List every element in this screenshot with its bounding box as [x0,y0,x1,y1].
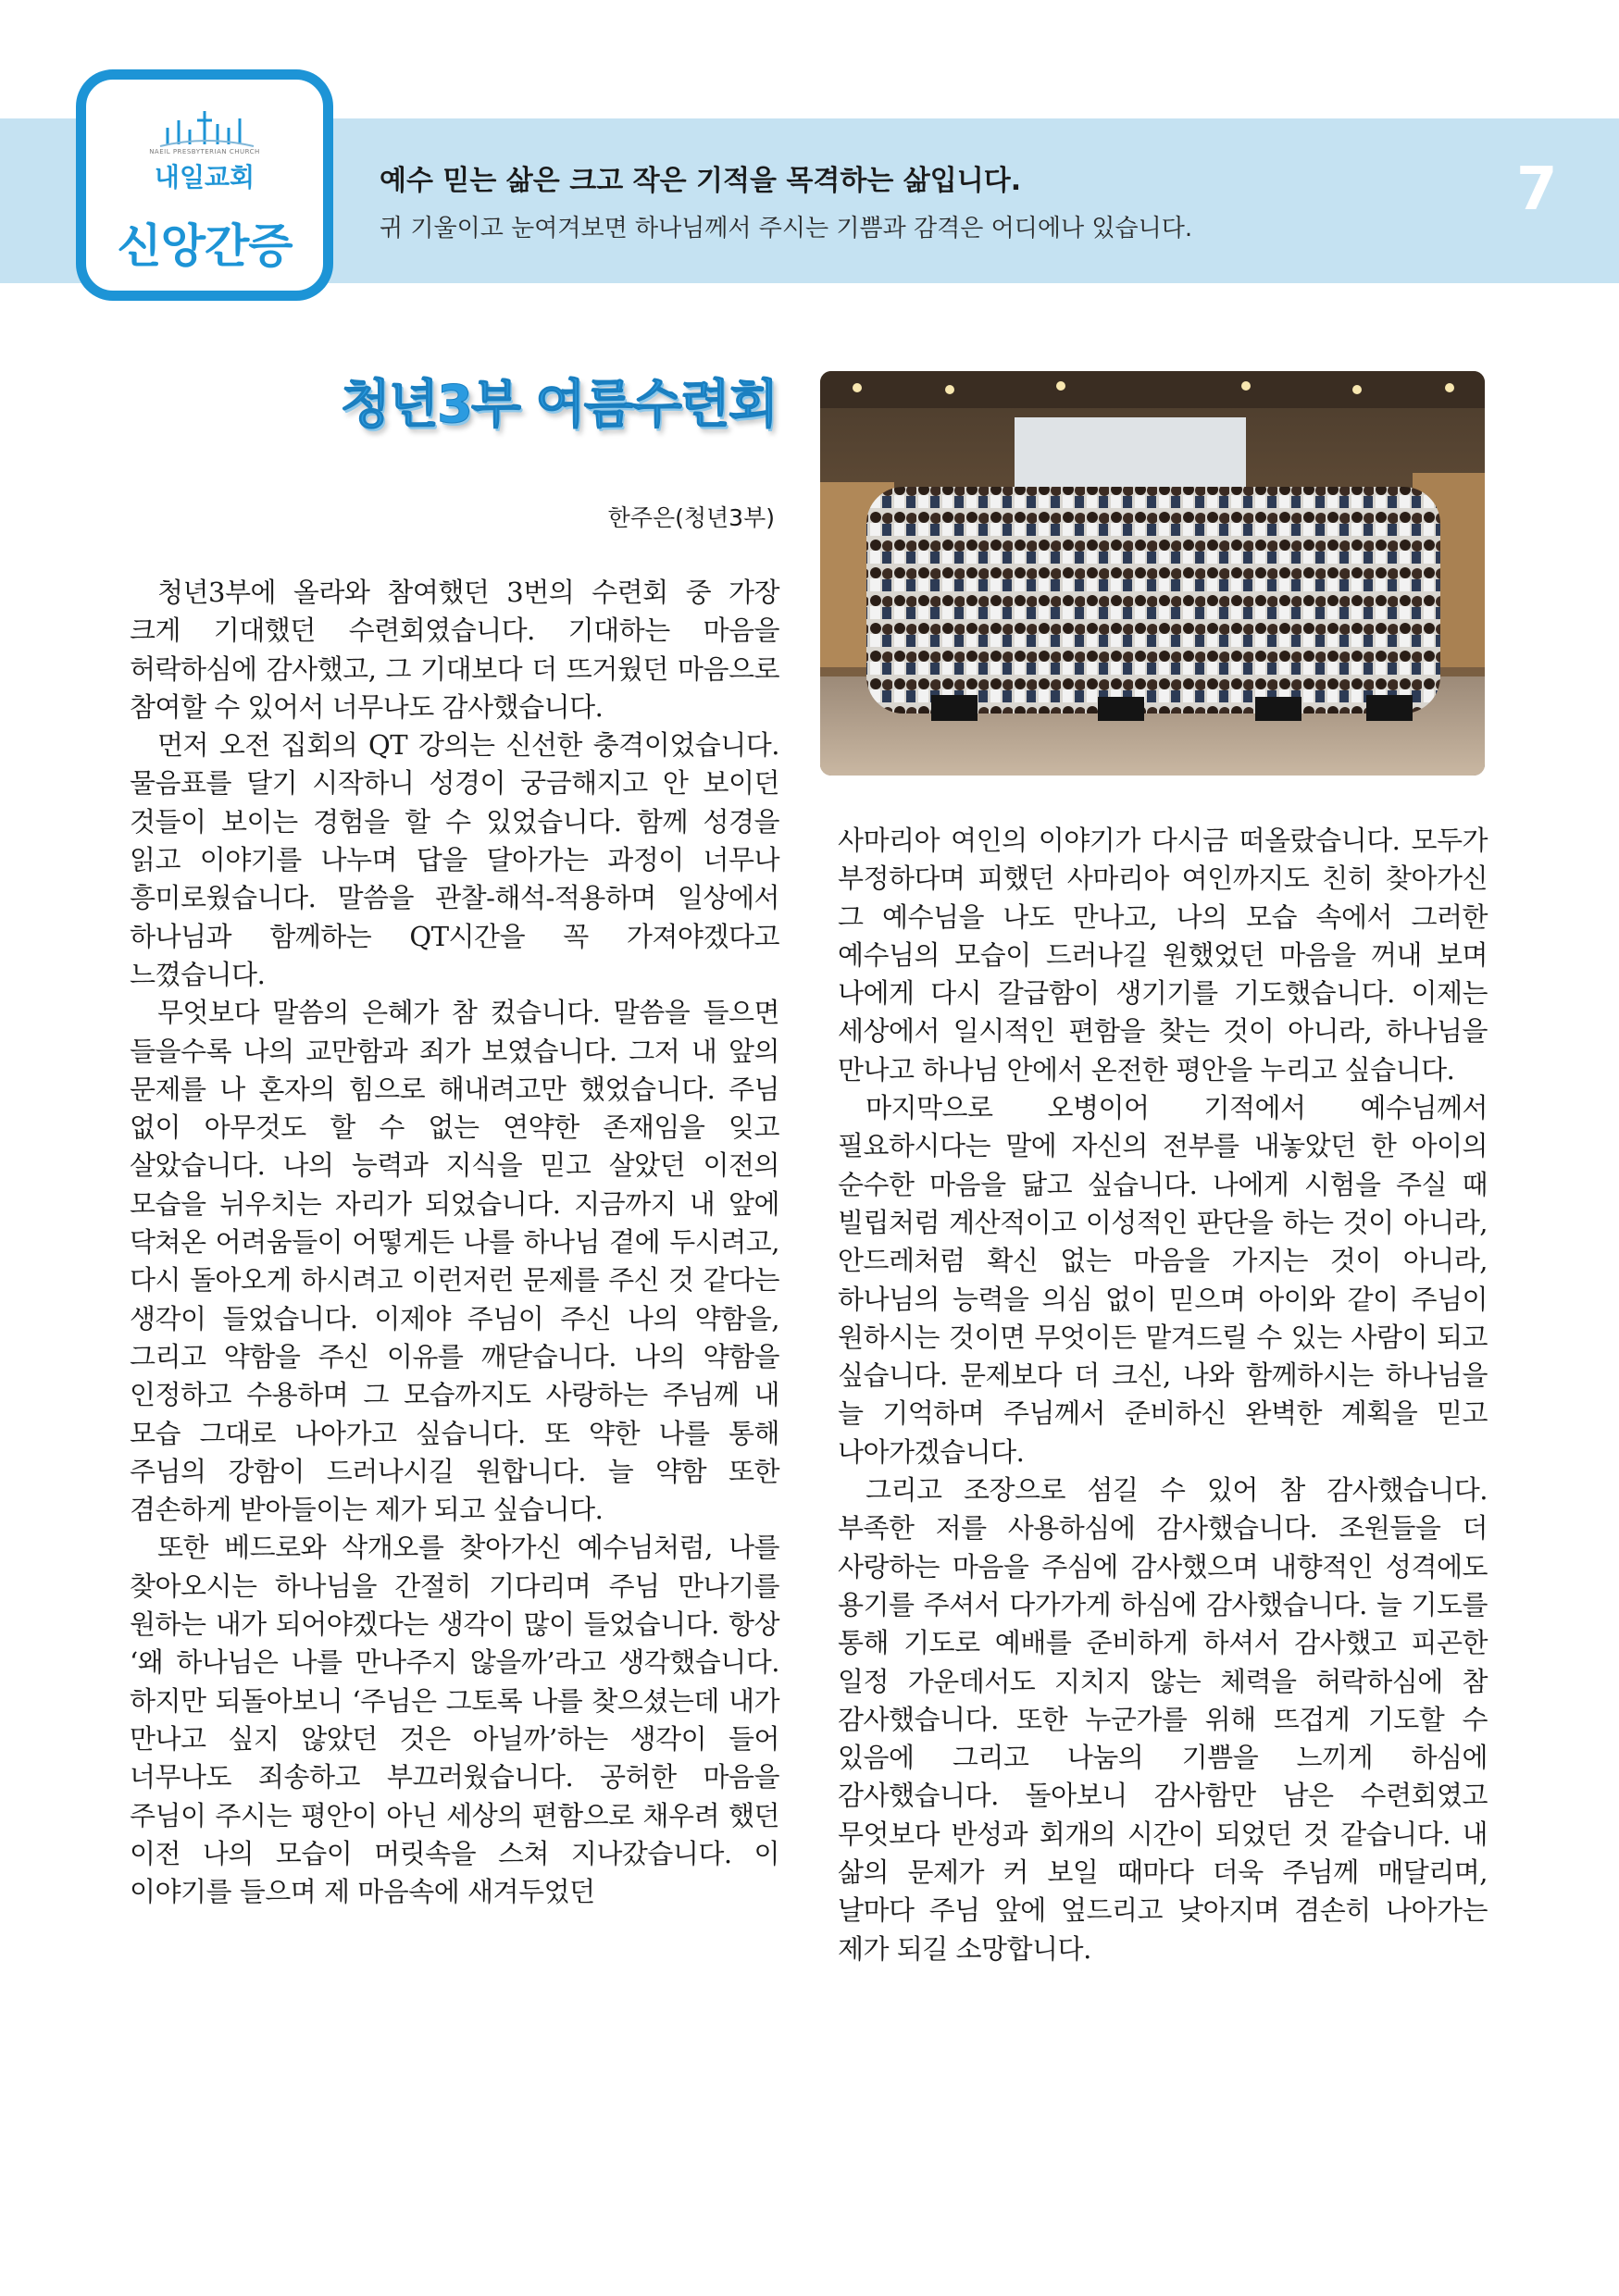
paragraph: 무엇보다 말씀의 은혜가 참 컸습니다. 말씀을 들으면 들을수록 나의 교만함과 죄가 보였습니다. 그저 내 앞의 문제를 나 혼자의 힘으로 해내려고만 했었습니다. 주님 없이 아무것도 할 수 없는 연약한 존재임을 잊고 살았습니다. 나의 능력과 지식을 믿고 살았던 이전의 모습을 뉘우치는 자리가 되었습니다. 지금까지 내 앞에 닥쳐온 어려움들이 어떻게든 나를 하나님 곁에 두시려고, 다시 돌아오게 하시려고 이런저런 문제를 주신 것 같다는 생각이 들었습니다. 이제야 주님이 주신 나의 약함을, 그리고 약함을 주신 이유를 깨닫습니다. 나의 약함을 인정하고 수용하며 그 모습까지도 사랑하는 주님께 내 모습 그대로 나아가고 싶습니다. 또 약한 나를 통해 주님의 강함이 드러나시길 원합니다. 늘 약함 또한 겸손하게 받아들이는 제가 되고 싶습니다. [130,997,779,1526]
page-number: 7 [1516,155,1558,224]
group-photo [820,371,1485,776]
logo-subtitle: NAEIL PRESBYTERIAN CHURCH [149,148,260,155]
paragraph: 청년3부에 올라와 참여했던 3번의 수련회 중 가장 크게 기대했던 수련회였습니다. 기대하는 마음을 허락하심에 감사했고, 그 기대보다 더 뜨거웠던 마음으로 참여할 수 있어서 너무나도 감사했습니다. [130,577,779,723]
section-title: 신앙간증 [117,219,293,273]
tagline-main: 예수 믿는 삶은 크고 작은 기적을 목격하는 삶입니다. [380,165,1022,197]
paragraph: 먼저 오전 집회의 QT 강의는 신선한 충격이었습니다. 물음표를 달기 시작하니 성경이 궁금해지고 안 보이던 것들이 보이는 경험을 할 수 있었습니다. 함께 성경을 읽고 이야기를 나누며 답을 달아가는 과정이 너무나 흥미로웠습니다. 말씀을 관찰-해석-적용하며 일상에서 하나님과 함께하는 QT시간을 꼭 가져야겠다고 느꼈습니다. [130,729,779,990]
article-column-right [838,822,1488,1968]
paragraph: 마지막으로 오병이어 기적에서 예수님께서 필요하시다는 말에 자신의 전부를 내놓았던 한 아이의 순수한 마음을 닮고 싶습니다. 나에게 시험을 주실 때 빌립처럼 계산적이고 이성적인 판단을 하는 것이 아니라, 안드레처럼 확신 없는 마음을 가지는 것이 아니라, 하나님의 능력을 의심 없이 믿으며 아이와 같이 주님이 원하시는 것이면 무엇이든 맡겨드릴 수 있는 사람이 되고 싶습니다. 문제보다 더 크신, 나와 함께하시는 하나님을 늘 기억하며 주님께서 준비하신 완벽한 계획을 믿고 나아가겠습니다. [838,1092,1488,1468]
section-badge [76,69,333,301]
paragraph: 또한 베드로와 삭개오를 찾아가신 예수님처럼, 나를 찾아오시는 하나님을 간절히 기다리며 주님 만나기를 원하는 내가 되어야겠다는 생각이 많이 들었습니다. 항상 ‘왜 하나님은 나를 만나주지 않을까’라고 생각했습니다. 하지만 되돌아보니 ‘주님은 그토록 나를 찾으셨는데 내가 만나고 싶지 않았던 것은 아닐까’하는 생각이 들어 너무나도 죄송하고 부끄러웠습니다. 공허한 마음을 주님이 주시는 평안이 아닌 세상의 편함으로 채우려 했던 이전 나의 모습이 머릿속을 스쳐 지나갔습니다. 이 이야기를 들으며 제 마음속에 새겨두었던 [130,1532,779,1908]
paragraph: 사마리아 여인의 이야기가 다시금 떠올랐습니다. 모두가 부정하다며 피했던 사마리아 여인까지도 친히 찾아가신 그 예수님을 나도 만나고, 나의 모습 속에서 그러한 예수님의 모습이 드러나길 원했었던 마음을 꺼내 보며 나에게 다시 갈급함이 생기기를 기도했습니다. 이제는 세상에서 일시적인 편함을 찾는 것이 아니라, 하나님을 만나고 하나님 안에서 온전한 평안을 누리고 싶습니다. [838,825,1488,1086]
church-name: 내일교회 [154,162,255,192]
article-author: 한주은(청년3부) [607,504,775,531]
group-photo-image [820,371,1485,776]
tagline-sub: 귀 기울이고 눈여겨보면 하나님께서 주시는 기쁨과 감격은 어디에나 있습니다. [380,215,1193,242]
paragraph: 그리고 조장으로 섬길 수 있어 참 감사했습니다. 부족한 저를 사용하심에 감사했습니다. 조원들을 더 사랑하는 마음을 주심에 감사했으며 내향적인 성격에도 용기를 주셔서 다가가게 하심에 감사했습니다. 늘 기도를 통해 기도로 예배를 준비하게 하셔서 감사했고 피곤한 일정 가운데서도 지치지 않는 체력을 허락하심에 참 감사했습니다. 또한 누군가를 위해 뜨겁게 기도할 수 있음에 그리고 나눔의 기쁨을 느끼게 하심에 감사했습니다. 돌아보니 감사함만 남은 수련회였고 무엇보다 반성과 회개의 시간이 되었던 것 같습니다. 내 삶의 문제가 커 보일 때마다 더욱 주님께 매달리며, 날마다 주님 앞에 엎드리고 낮아지며 겸손히 나아가는 제가 되길 소망합니다. [838,1474,1488,1965]
article-title: 청년3부 여름수련회 [340,375,777,435]
article-column-left [130,574,779,1911]
church-logo-icon [158,107,255,148]
